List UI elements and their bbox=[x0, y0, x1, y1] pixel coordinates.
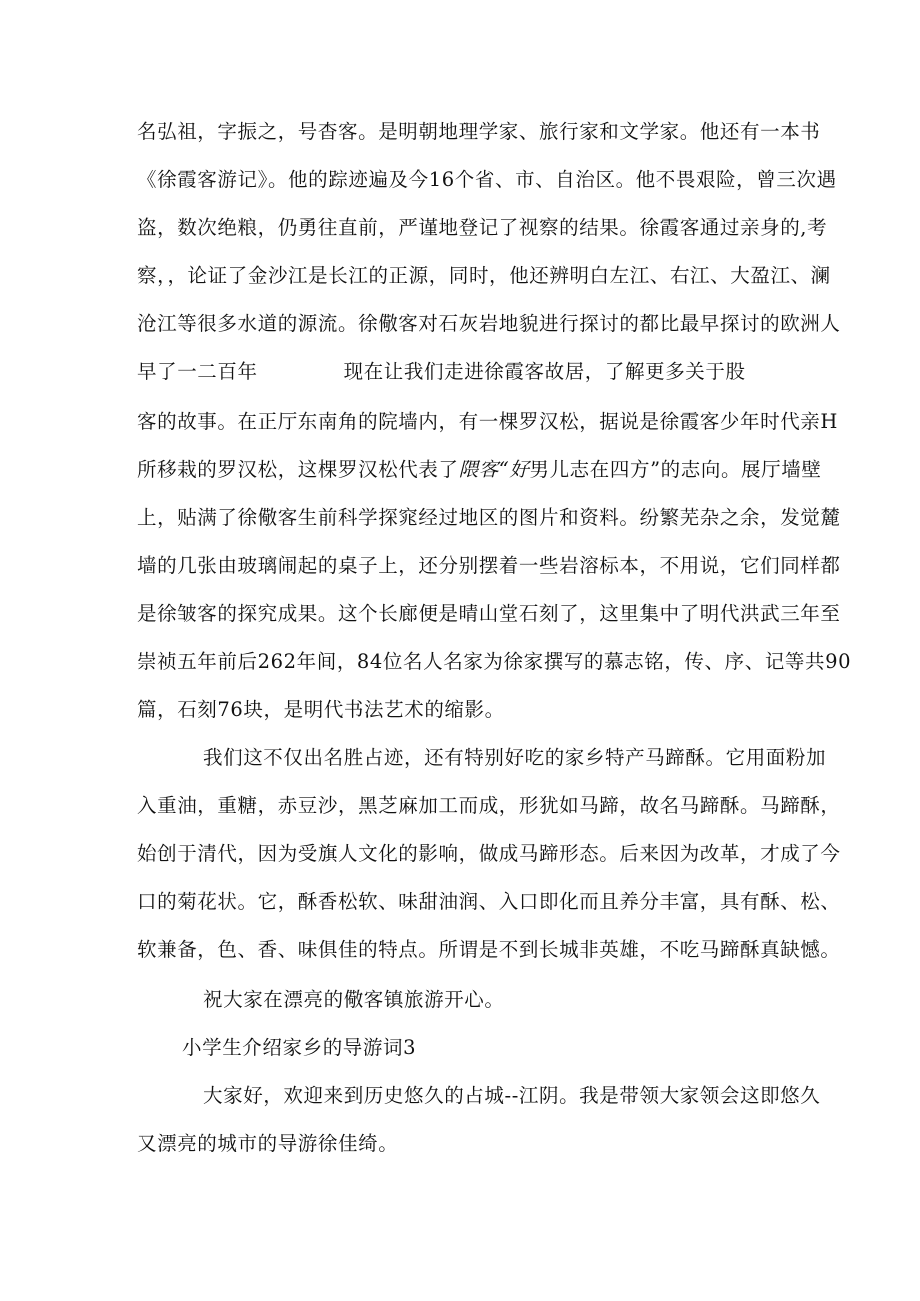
text-line: 崇祯五年前后262年间，84位名人名家为徐家撰写的慕志铭，传、序、记等共90 bbox=[137, 650, 852, 673]
text-line: 名弘祖，字振之，号杳客。是明朝地理学家、旅行家和文学家。他还有一本书 bbox=[137, 120, 821, 143]
text-line: 盗，数次绝粮，仍勇往直前，严谨地登记了视察的结果。徐霞客通过亲身的,考 bbox=[137, 216, 828, 239]
text-line: 《徐霞客游记》。他的踪迹遍及今16个省、市、自治区。他不畏艰险，曾三次遇 bbox=[137, 168, 837, 191]
italic-text-segment: 隈客“好 bbox=[458, 458, 530, 481]
text-segment: 男儿志在四方”的志向。展厅墙壁 bbox=[529, 458, 822, 481]
text-line: 口的菊花状。它，酥香松软、味甜油润、入口即化而且养分丰富，具有酥、松、 bbox=[137, 890, 841, 913]
paragraph-first-line: 我们这不仅出名胜占迹，还有特别好吃的家乡特产马蹄酥。它用面粉加 bbox=[203, 746, 827, 769]
text-line: 又漂亮的城市的导游徐佳绮。 bbox=[137, 1132, 399, 1155]
text-line: 客的故事。在正厅东南角的院墙内，有一棵罗汉松，据说是徐霞客少年时代亲H bbox=[137, 410, 839, 433]
text-line: 墙的几张由玻璃闹起的桌子上，还分别摆着一些岩溶标本，不用说，它们同样都 bbox=[137, 554, 841, 577]
text-line: 始创于清代，因为受旗人文化的影响，做成马蹄形态。后来因为改革，才成了今 bbox=[137, 842, 841, 865]
text-line: 是徐皱客的探究成果。这个长廊便是晴山堂石刻了，这里集中了明代洪武三年至 bbox=[137, 602, 841, 625]
text-line: 沧江等很多水道的源流。徐儆客对石灰岩地貌进行探讨的都比最早探讨的欧洲人 bbox=[137, 312, 841, 335]
text-line: 入重油，重糖，赤豆沙，黑芝麻加工而成，形犹如马蹄，故名马蹄酥。马蹄酥， bbox=[137, 794, 841, 817]
paragraph-first-line: 大家好，欢迎来到历史悠久的占城--江阴。我是带领大家领会这即悠久 bbox=[203, 1084, 821, 1107]
section-heading: 小学生介绍家乡的导游词3 bbox=[182, 1036, 417, 1059]
text-line: 察，，论证了金沙江是长江的正源，同时，他还辨明白左江、右江、大盈江、澜 bbox=[137, 264, 831, 287]
text-segment: 早了一二百年 bbox=[137, 360, 258, 383]
text-line bbox=[137, 358, 746, 386]
closing-line: 祝大家在漂亮的儆客镇旅游开心。 bbox=[203, 988, 505, 1011]
text-line: 上，贴满了徐儆客生前科学探窕经过地区的图片和资料。纷繁芜杂之余，发觉麓 bbox=[137, 506, 841, 529]
text-line: 篇，石刻76块，是明代书法艺术的缩影。 bbox=[137, 698, 505, 721]
text-segment: 所移栽的罗汉松，这棵罗汉松代表了 bbox=[137, 458, 459, 481]
text-line bbox=[137, 456, 821, 484]
text-segment: 现在让我们走进徐霞客故居，了解更多关于股 bbox=[343, 360, 746, 383]
text-line: 软兼备，色、香、味俱佳的特点。所谓是不到长城非英雄，不吃马蹄酥真缺憾。 bbox=[137, 938, 841, 961]
